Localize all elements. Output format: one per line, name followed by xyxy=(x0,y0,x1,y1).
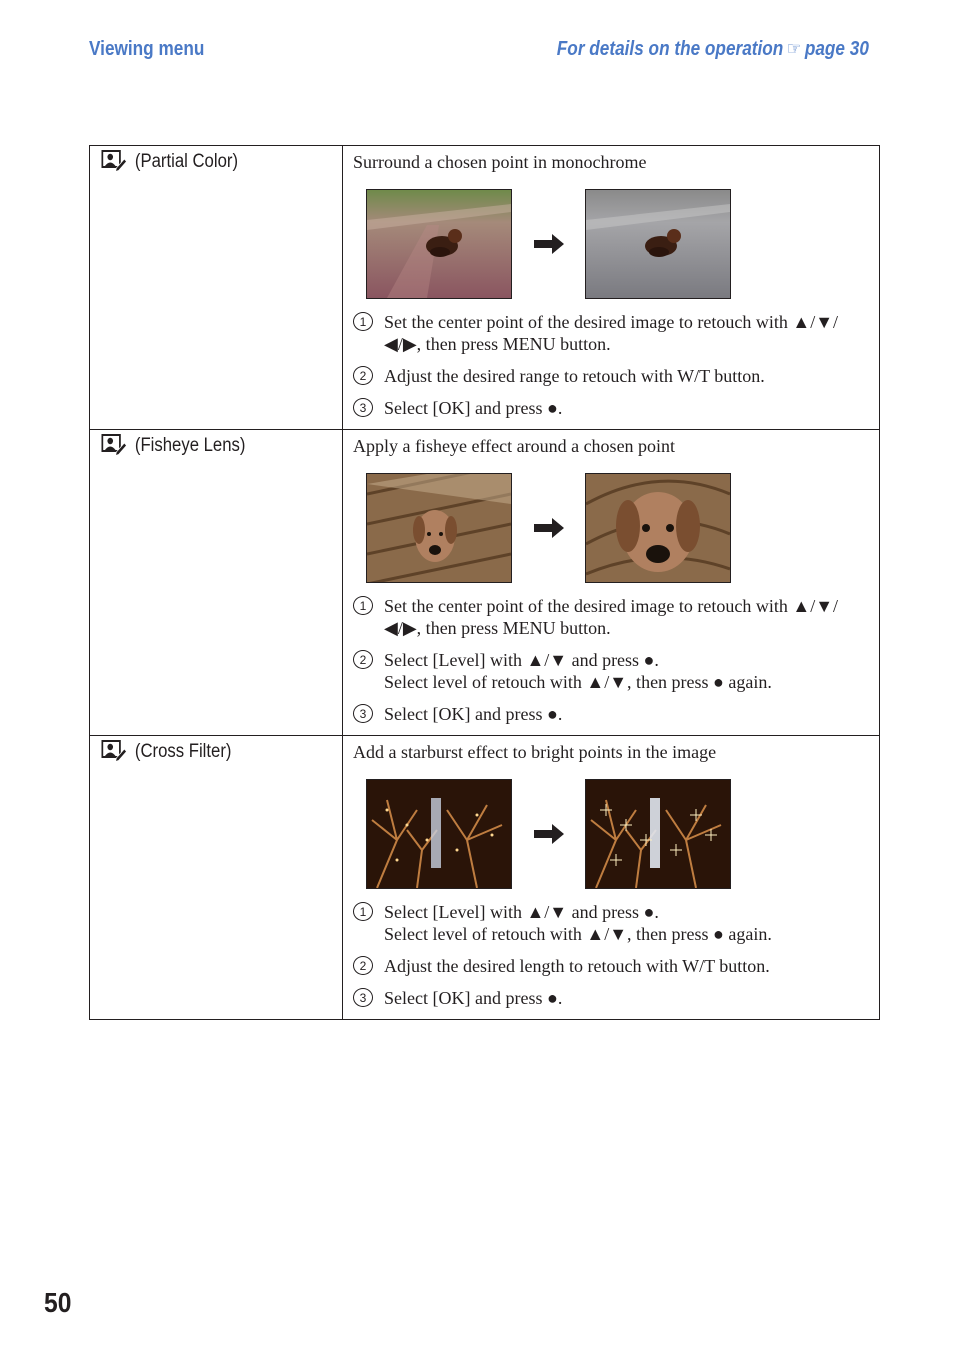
effect-summary: Add a starburst effect to bright points in the image xyxy=(353,742,717,762)
after-image xyxy=(585,189,731,299)
step-text: Set the center point of the desired image to retouch with ▲/▼/ xyxy=(384,596,839,616)
arrow-right-icon xyxy=(512,822,585,846)
table-row xyxy=(90,736,880,1020)
instruction-step xyxy=(353,311,871,355)
details-reference xyxy=(557,38,869,61)
before-image xyxy=(366,189,512,299)
cross-filter-icon xyxy=(101,740,127,763)
effect-summary: Apply a fisheye effect around a chosen point xyxy=(353,436,676,456)
viewing-menu-table xyxy=(89,145,880,1020)
instruction-step xyxy=(353,703,871,725)
partial-color-icon xyxy=(101,150,127,173)
instruction-step xyxy=(353,595,871,639)
arrow-right-icon xyxy=(512,232,585,256)
effect-summary: Surround a chosen point in monochrome xyxy=(353,152,647,172)
step-text: Adjust the desired length to retouch with W/T button. xyxy=(384,956,770,976)
menu-item-name: (Cross Filter) xyxy=(134,740,232,762)
step-text: Adjust the desired range to retouch with W/T button. xyxy=(384,366,765,386)
pointing-hand-icon: ☞ xyxy=(786,39,802,60)
menu-name-cell xyxy=(90,146,343,430)
step-text: Select [Level] with ▲/▼ and press ●. xyxy=(384,902,659,922)
step-number: 3 xyxy=(353,398,373,417)
step-text: Select [Level] with ▲/▼ and press ●. xyxy=(384,650,659,670)
menu-item-name: (Partial Color) xyxy=(134,150,239,172)
after-image xyxy=(585,779,731,889)
instruction-step xyxy=(353,901,871,945)
instruction-step xyxy=(353,365,871,387)
menu-name-cell xyxy=(90,430,343,736)
step-text: Set the center point of the desired image to retouch with ▲/▼/ xyxy=(384,312,839,332)
after-image xyxy=(585,473,731,583)
section-title: Viewing menu xyxy=(89,38,205,60)
fisheye-lens-icon xyxy=(101,434,127,457)
step-number: 3 xyxy=(353,704,373,723)
step-text: Select level of retouch with ▲/▼, then press ● again. xyxy=(384,672,772,692)
before-image xyxy=(366,779,512,889)
instruction-step xyxy=(353,397,871,419)
instruction-step xyxy=(353,955,871,977)
step-text: ◀/▶, then press MENU button. xyxy=(384,334,611,354)
example-images xyxy=(366,779,871,889)
step-text: Select [OK] and press ●. xyxy=(384,704,563,724)
details-page-link[interactable]: page 30 xyxy=(804,38,869,60)
step-number: 2 xyxy=(353,366,373,385)
menu-description-cell xyxy=(343,430,880,736)
instruction-step xyxy=(353,987,871,1009)
details-prefix: For details on the operation xyxy=(556,38,784,60)
step-number: 1 xyxy=(353,596,373,615)
example-images xyxy=(366,473,871,583)
step-number: 1 xyxy=(353,902,373,921)
step-number: 2 xyxy=(353,956,373,975)
instruction-step xyxy=(353,649,871,693)
example-images xyxy=(366,189,871,299)
step-number: 3 xyxy=(353,988,373,1007)
step-text: ◀/▶, then press MENU button. xyxy=(384,618,611,638)
step-text: Select [OK] and press ●. xyxy=(384,398,563,418)
step-number: 1 xyxy=(353,312,373,331)
menu-description-cell xyxy=(343,146,880,430)
menu-description-cell xyxy=(343,736,880,1020)
table-row xyxy=(90,146,880,430)
step-text: Select [OK] and press ●. xyxy=(384,988,563,1008)
table-row xyxy=(90,430,880,736)
step-text: Select level of retouch with ▲/▼, then press ● again. xyxy=(384,924,772,944)
menu-item-name: (Fisheye Lens) xyxy=(134,434,246,456)
page-number: 50 xyxy=(44,1287,72,1318)
menu-name-cell xyxy=(90,736,343,1020)
step-number: 2 xyxy=(353,650,373,669)
before-image xyxy=(366,473,512,583)
arrow-right-icon xyxy=(512,516,585,540)
